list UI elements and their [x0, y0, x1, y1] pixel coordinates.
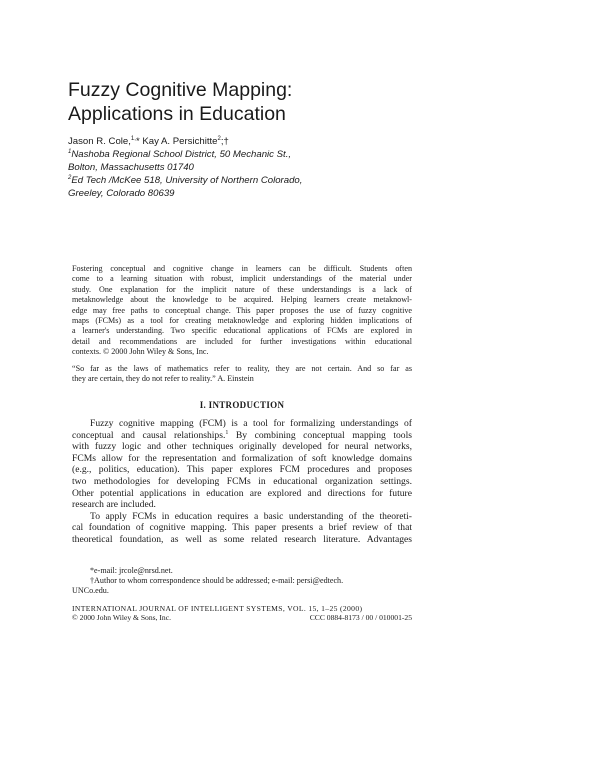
abstract-line: maps (FCMs) as a tool for creating metaknowledge and exploring hidden implications of	[72, 316, 412, 326]
epigraph-quote	[72, 364, 412, 385]
footnote-correspondence-cont: UNCo.edu.	[72, 586, 109, 596]
author-persichitte-mark: ;†	[220, 136, 229, 147]
body-line: Fuzzy cognitive mapping (FCM) is a tool for formalizing understandings of	[90, 418, 412, 429]
footnote-ref: 1	[225, 429, 229, 436]
epigraph-line-1: “So far as the laws of mathematics refer to reality, they are not certain. And so far as	[72, 364, 412, 373]
footnotes	[72, 566, 412, 597]
body-line: Other potential applications in education are explored and directions for future	[72, 487, 412, 499]
journal-name: INTERNATIONAL JOURNAL OF INTELLIGENT SYSTEMS, VOL. 15, 1–25 (2000)	[72, 604, 363, 613]
body-line: theoretical foundation, as well as some related research literature. Advantages	[72, 533, 412, 545]
body-line: two methodologies for developing FCMs in educational organization settings.	[72, 475, 412, 487]
paper-title	[68, 78, 292, 126]
abstract-line: detail and recommendations are included for further investigations within educational	[72, 336, 412, 346]
author-cole: Jason R. Cole,	[68, 136, 131, 147]
section-heading-introduction: I. INTRODUCTION	[199, 400, 285, 410]
abstract-line: contexts. © 2000 John Wiley & Sons, Inc.	[72, 347, 209, 357]
author-persichitte: Kay A. Persichitte	[139, 136, 218, 147]
affiliation-2-line-2: Greeley, Colorado 80639	[68, 188, 175, 199]
body-line: To apply FCMs in education requires a basic understanding of the theoreti-	[90, 510, 412, 522]
affiliation-2-line-1	[68, 174, 368, 187]
journal-copyright: © 2000 John Wiley & Sons, Inc.	[72, 613, 171, 623]
footnote-email: *e-mail: jrcole@nrsd.net.	[90, 566, 173, 575]
body-line: FCMs allow for the representation and formalization of soft knowledge domains	[72, 452, 412, 464]
abstract-line: edge may free paths to conceptual change. This paper proposes the use of fuzzy cognitive	[72, 305, 412, 315]
journal-footer	[72, 604, 412, 623]
abstract-line: metaknowledge about the knowledge to be acquired. Helping learners create metaknowl-	[72, 295, 412, 305]
introduction-body	[72, 418, 412, 546]
body-line: research are included.	[72, 499, 156, 511]
author-cole-affil: 1,	[130, 136, 136, 142]
title-line-1: Fuzzy Cognitive Mapping:	[68, 79, 293, 101]
body-line: (e.g., politics, education). This paper explores FCM procedures and proposes	[72, 464, 412, 476]
affiliation-2-marker: 2	[68, 175, 72, 181]
body-line: with fuzzy logic and other techniques originally developed for neural networks,	[72, 441, 412, 453]
abstract-line: come to a learning situation with robust, implicit understandings of the material under	[72, 274, 412, 284]
abstract-line: a learner's understanding. Two specific educational applications of FCMs are explored in	[72, 326, 412, 336]
author-persichitte-affil: 2	[217, 136, 221, 142]
affiliation-1-marker: 1	[68, 149, 72, 155]
affiliation-1-text: Nashoba Regional School District, 50 Mechanic St.,	[71, 149, 292, 160]
affiliation-1-line-2: Bolton, Massachusetts 01740	[68, 162, 194, 173]
affiliation-2-text: Ed Tech /McKee 518, University of Northern Colorado,	[71, 175, 303, 186]
affiliation-1-line-1	[68, 148, 368, 161]
body-text-run: By combining conceptual mapping tools	[228, 429, 412, 441]
title-line-2: Applications in Education	[68, 103, 286, 125]
body-line	[72, 430, 412, 442]
author-cole-mark: *	[135, 136, 140, 147]
author-names	[68, 135, 368, 148]
epigraph-line-2: they are certain, they do not refer to reality.” A. Einstein	[72, 374, 254, 384]
abstract-line: study. One explanation for the implicit nature of these understandings is a lack of	[72, 284, 412, 294]
author-block	[68, 135, 368, 200]
journal-copyright-row	[72, 613, 412, 622]
abstract	[72, 264, 412, 358]
footnote-correspondence: †Author to whom correspondence should be addressed; e-mail: persi@edtech.	[90, 576, 344, 586]
journal-name-row	[72, 604, 412, 613]
abstract-line: Fostering conceptual and cognitive change in learners can be difficult. Students often	[72, 264, 412, 273]
body-line: cal foundation of cognitive mapping. This paper presents a brief review of that	[72, 522, 412, 534]
journal-ccc-code: CCC 0884-8173 / 00 / 010001-25	[309, 613, 412, 623]
body-text-run: conceptual and causal relationships.	[72, 429, 226, 441]
